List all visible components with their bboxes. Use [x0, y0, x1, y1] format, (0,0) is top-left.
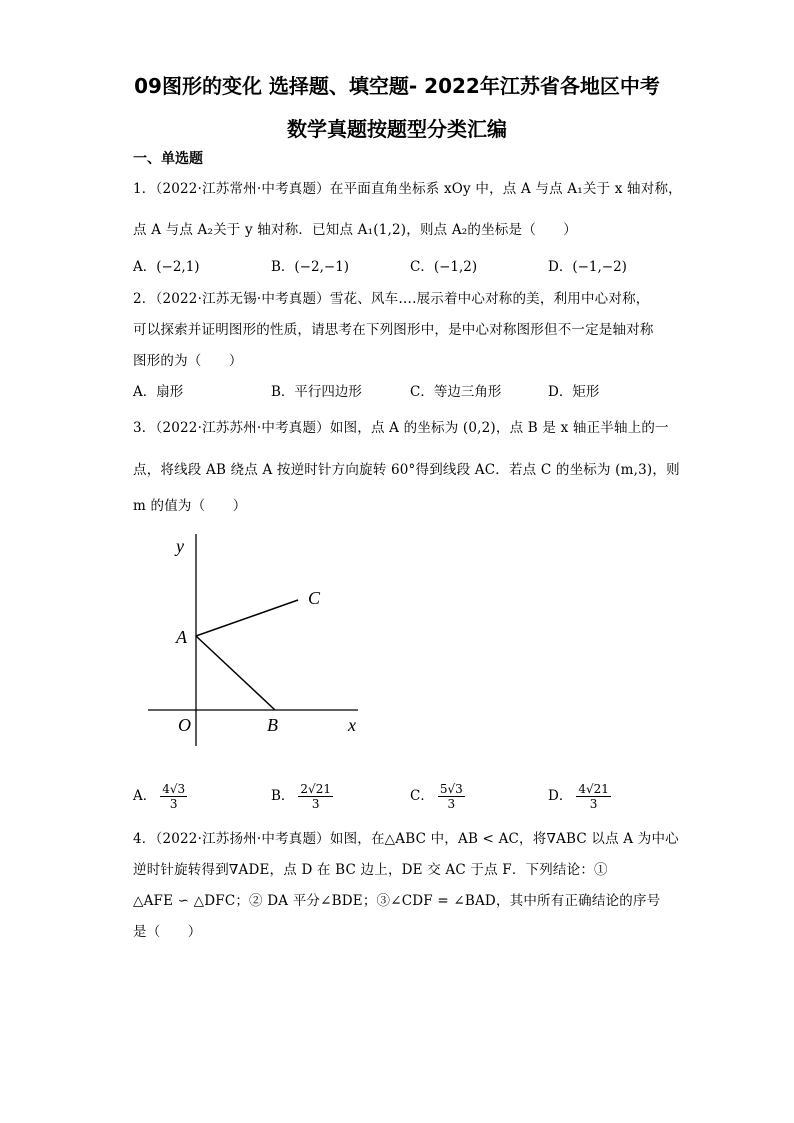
q2-stem-line-1: 2．（2022·江苏无锡·中考真题）雪花、风车….展示着中心对称的美，利用中心对称， — [133, 291, 650, 307]
page-title-line-1: 09图形的变化 选择题、填空题- 2022年江苏省各地区中考 — [134, 74, 660, 98]
q3-stem-line-1: 3．（2022·江苏苏州·中考真题）如图，点 A 的坐标为 (0,2)，点 B 是 x 轴正半轴上的一 — [133, 420, 669, 436]
q4-stem-line-3: △AFE ∽ △DFC；② DA 平分∠BDE；③∠CDF = ∠BAD，其中所有正确结论的序号 — [133, 893, 661, 909]
label-origin: O — [178, 715, 191, 735]
q2-option-b: B．平行四边形 — [271, 384, 362, 400]
q3-option-c-numerator: 5√3 — [439, 782, 463, 796]
label-c: C — [308, 588, 321, 608]
q3-option-d-numerator: 4√21 — [578, 782, 609, 796]
q1-stem-line-1: 1．（2022·江苏常州·中考真题）在平面直角坐标系 xOy 中，点 A 与点 A₁关于 x 轴对称， — [133, 181, 682, 197]
q3-stem-line-2: 点，将线段 AB 绕点 A 按逆时针方向旋转 60°得到线段 AC．若点 C 的坐标为 (m,3)，则 — [133, 462, 680, 478]
q4-stem-line-1: 4．（2022·江苏扬州·中考真题）如图，在△ABC 中，AB < AC，将∇ABC 以点 A 为中心 — [133, 831, 679, 847]
q2-stem-line-3: 图形的为（ ） — [133, 353, 243, 369]
q3-option-a: A． $\frac{4√3}{3}$ — [133, 782, 186, 811]
label-x: x — [348, 715, 356, 735]
q2-option-a: A．扇形 — [133, 384, 184, 400]
section-heading: 一、单选题 — [133, 151, 203, 167]
q2-stem-line-2: 可以探索并证明图形的性质，请思考在下列图形中，是中心对称图形但不一定是轴对称 — [133, 322, 654, 338]
q2-option-c: C．等边三角形 — [410, 384, 502, 400]
q3-figure — [140, 528, 380, 753]
label-a: A — [176, 627, 187, 647]
label-y: y — [176, 536, 184, 556]
q4-stem-line-2: 逆时针旋转得到∇ADE，点 D 在 BC 边上，DE 交 AC 于点 F．下列结论：① — [133, 862, 608, 878]
q3-option-d: D． $\frac{4√21}{3}$ — [548, 782, 609, 811]
q3-option-c-denominator: 3 — [447, 797, 456, 811]
segment-ab — [196, 636, 275, 710]
q3-option-a-numerator: 4√3 — [162, 782, 186, 796]
label-b: B — [267, 715, 278, 735]
q1-stem-line-2: 点 A 与点 A₂关于 y 轴对称．已知点 A₁(1,2)，则点 A₂的坐标是（ ） — [133, 222, 578, 238]
q3-option-b-denominator: 3 — [311, 797, 320, 811]
q1-option-c: C．(−1,2) — [410, 259, 478, 275]
segment-ac — [196, 600, 298, 636]
page-title-line-2: 数学真题按题型分类汇编 — [287, 117, 507, 141]
q3-stem-line-3: m 的值为（ ） — [133, 498, 247, 514]
q4-stem-line-4: 是（ ） — [133, 924, 202, 940]
q1-option-a: A．(−2,1) — [133, 259, 200, 275]
q3-option-c: C． $\frac{5√3}{3}$ — [410, 782, 463, 811]
q3-option-a-denominator: 3 — [169, 797, 178, 811]
q2-option-d: D．矩形 — [548, 384, 600, 400]
q3-option-b-numerator: 2√21 — [300, 782, 331, 796]
q3-option-b: B． $\frac{2√21}{3}$ — [271, 782, 331, 811]
q1-option-d: D．(−1,−2) — [548, 259, 627, 275]
q3-option-d-denominator: 3 — [589, 797, 598, 811]
q1-option-b: B．(−2,−1) — [271, 259, 350, 275]
